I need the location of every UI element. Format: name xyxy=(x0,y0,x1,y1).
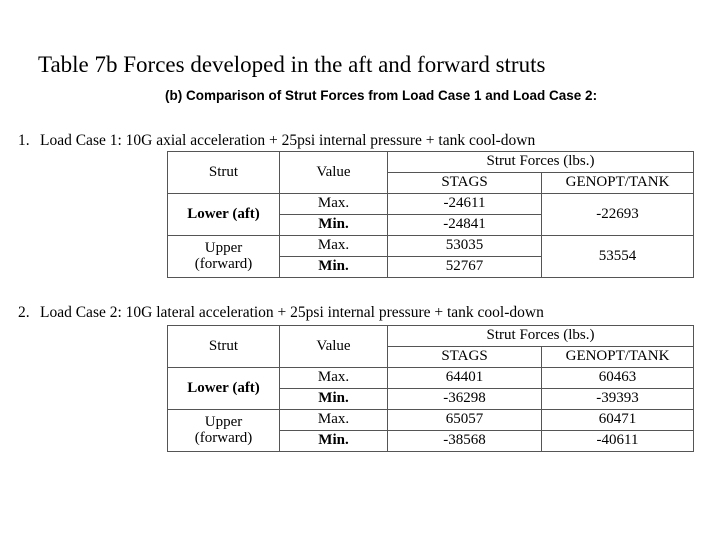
strut-header: Strut xyxy=(168,326,280,368)
genopt-cell: 60471 xyxy=(542,410,694,431)
stags-cell: 64401 xyxy=(388,368,542,389)
stags-cell: -24611 xyxy=(388,194,542,215)
table-row xyxy=(168,236,694,257)
genopt-header: GENOPT/TANK xyxy=(542,347,694,368)
genopt-cell: -39393 xyxy=(542,389,694,410)
load-case-1-heading xyxy=(18,132,535,150)
value-header: Value xyxy=(280,326,388,368)
value-cell: Max. xyxy=(280,194,388,215)
strut-label-lower: Lower (aft) xyxy=(168,194,280,236)
value-cell: Max. xyxy=(280,368,388,389)
stags-cell: 52767 xyxy=(388,257,542,278)
table-row xyxy=(168,368,694,389)
table-row xyxy=(168,194,694,215)
strut-header: Strut xyxy=(168,152,280,194)
strut-label-lower: Lower (aft) xyxy=(168,368,280,410)
load-case-2-heading xyxy=(18,304,544,322)
value-cell: Max. xyxy=(280,410,388,431)
load-case-2-table xyxy=(167,325,694,452)
stags-cell: -36298 xyxy=(388,389,542,410)
genopt-cell-upper: 53554 xyxy=(542,236,694,278)
strut-label-upper-line1: Upper xyxy=(204,239,243,256)
stags-header: STAGS xyxy=(388,347,542,368)
stags-header: STAGS xyxy=(388,173,542,194)
strut-label-upper-line1: Upper xyxy=(204,413,243,430)
value-cell: Min. xyxy=(280,389,388,410)
value-header: Value xyxy=(280,152,388,194)
strut-label-upper-line2: (forward) xyxy=(194,255,253,272)
case-description: Load Case 2: 10G lateral acceleration + 25psi internal pressure + tank cool-down xyxy=(40,304,544,321)
load-case-1-table xyxy=(167,151,694,278)
stags-cell: -38568 xyxy=(388,431,542,452)
value-cell: Min. xyxy=(280,431,388,452)
strut-forces-header: Strut Forces (lbs.) xyxy=(388,326,694,347)
strut-label-upper-line2: (forward) xyxy=(194,429,253,446)
genopt-header: GENOPT/TANK xyxy=(542,173,694,194)
stags-cell: 53035 xyxy=(388,236,542,257)
genopt-cell: 60463 xyxy=(542,368,694,389)
stags-cell: 65057 xyxy=(388,410,542,431)
strut-forces-header: Strut Forces (lbs.) xyxy=(388,152,694,173)
genopt-cell: -40611 xyxy=(542,431,694,452)
case-number: 2. xyxy=(18,304,30,321)
stags-cell: -24841 xyxy=(388,215,542,236)
slide-title: Table 7b Forces developed in the aft and forward struts xyxy=(38,52,546,77)
genopt-cell-lower: -22693 xyxy=(542,194,694,236)
strut-label-upper xyxy=(168,236,280,278)
case-description: Load Case 1: 10G axial acceleration + 25psi internal pressure + tank cool-down xyxy=(40,132,536,149)
value-cell: Min. xyxy=(280,215,388,236)
case-number: 1. xyxy=(18,132,30,149)
table-row xyxy=(168,410,694,431)
value-cell: Min. xyxy=(280,257,388,278)
table-subtitle: (b) Comparison of Strut Forces from Load Case 1 and Load Case 2: xyxy=(165,88,598,103)
strut-label-upper xyxy=(168,410,280,452)
value-cell: Max. xyxy=(280,236,388,257)
